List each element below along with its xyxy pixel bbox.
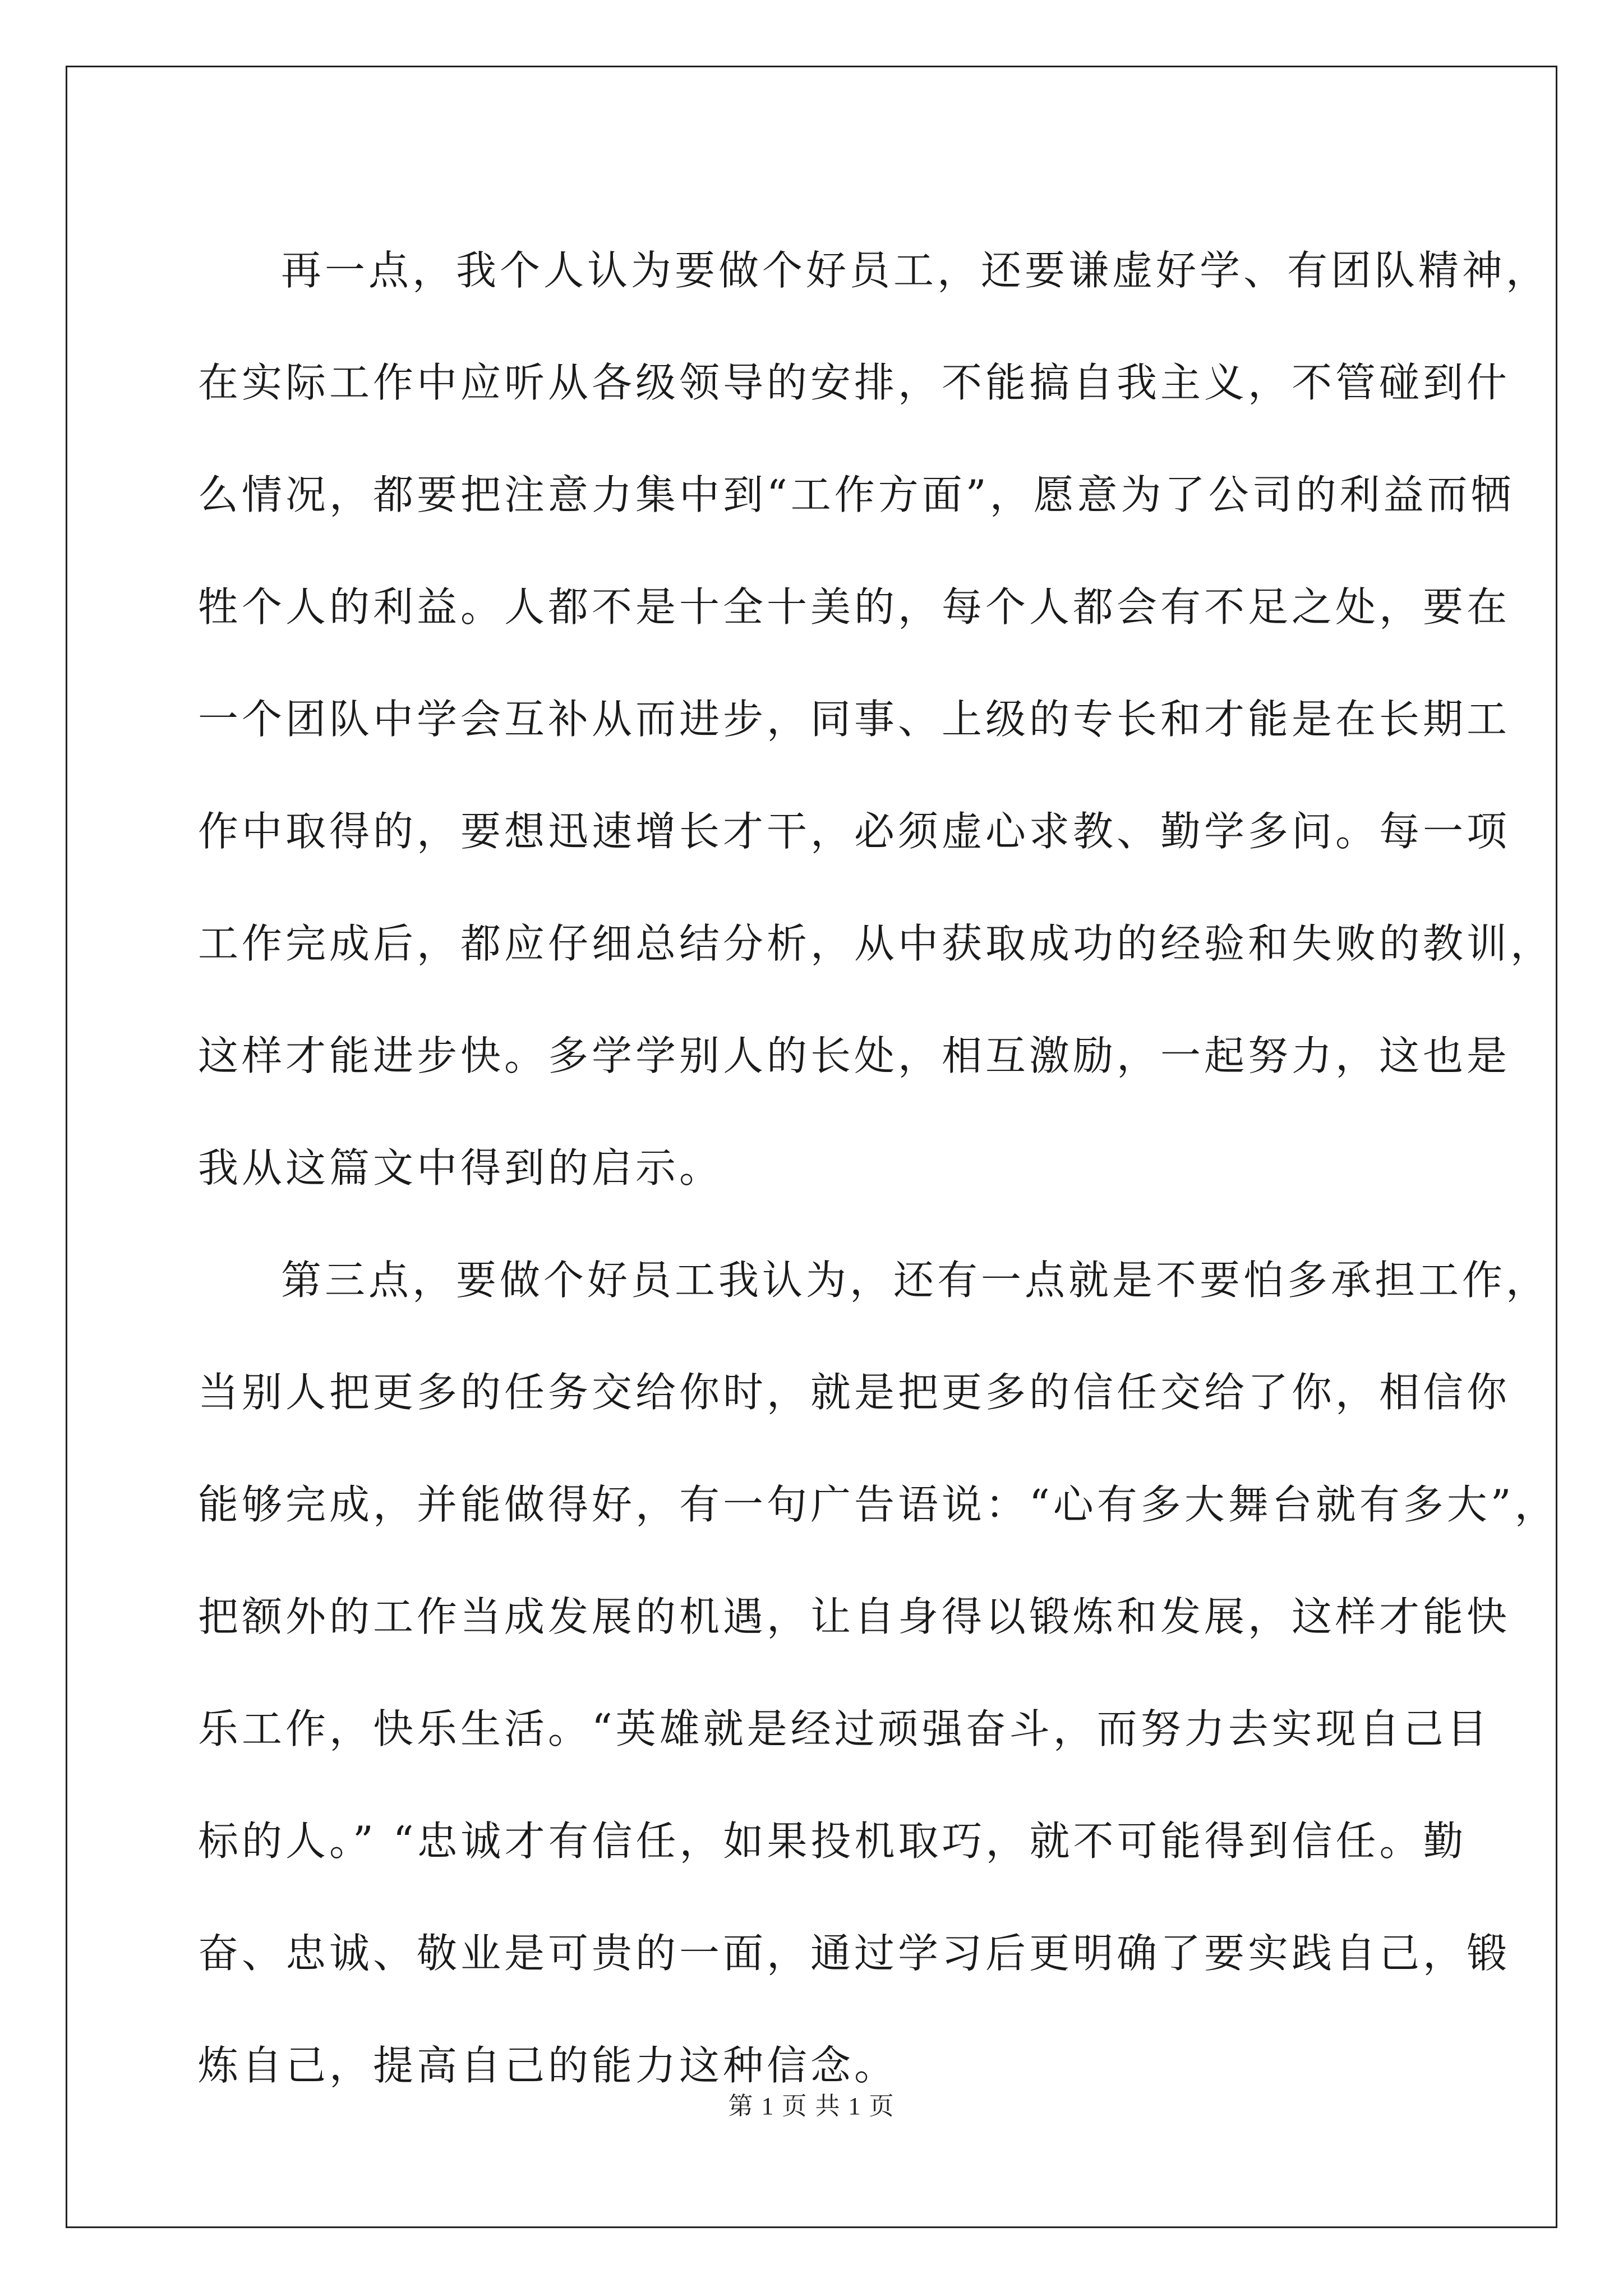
paragraph-2-line-4: 把额外的工作当成发展的机遇，让自身得以锻炼和发展，这样才能快	[198, 1593, 1511, 1640]
paragraph-2-line-5: 乐工作，快乐生活。“英雄就是经过顽强奋斗，而努力去实现自己目	[198, 1705, 1491, 1752]
paragraph-1-line-2: 在实际工作中应听从各级领导的安排，不能搞自我主义，不管碰到什	[198, 359, 1511, 406]
paragraph-1-line-4: 牲个人的利益。人都不是十全十美的，每个人都会有不足之处，要在	[198, 583, 1511, 631]
paragraph-1-line-9: 我从这篇文中得到的启示。	[198, 1144, 723, 1191]
paragraph-1-line-6: 作中取得的，要想迅速增长才干，必须虚心求教、勤学多问。每一项	[198, 808, 1511, 855]
paragraph-2-line-1: 第三点，要做个好员工我认为，还有一点就是不要怕多承担工作，	[281, 1257, 1550, 1304]
paragraph-2-line-2: 当别人把更多的任务交给你时，就是把更多的信任交给了你，相信你	[198, 1369, 1511, 1416]
document-body	[198, 214, 1559, 2122]
paragraph-1-line-8: 这样才能进步快。多学学别人的长处，相互激励，一起努力，这也是	[198, 1032, 1511, 1079]
page-number-footer: 第 1 页 共 1 页	[728, 2092, 895, 2120]
paragraph-2-line-8: 炼自己，提高自己的能力这种信念。	[198, 2042, 898, 2089]
paragraph-2-line-6: 标的人。” “忠诚才有信任，如果投机取巧，就不可能得到信任。勤	[198, 1818, 1467, 1865]
paragraph-1-line-1: 再一点，我个人认为要做个好员工，还要谦虚好学、有团队精神，	[281, 247, 1550, 294]
paragraph-2-line-3: 能够完成，并能做得好，有一句广告语说：“心有多大舞台就有多大”，	[198, 1481, 1559, 1528]
paragraph-1-line-3: 么情况，都要把注意力集中到“工作方面”，愿意为了公司的利益而牺	[198, 471, 1515, 518]
paragraph-1-line-7: 工作完成后，都应仔细总结分析，从中获取成功的经验和失败的教训，	[198, 920, 1555, 967]
paragraph-2-line-7: 奋、忠诚、敬业是可贵的一面，通过学习后更明确了要实践自己，锻	[198, 1930, 1511, 1977]
paragraph-1-line-5: 一个团队中学会互补从而进步，同事、上级的专长和才能是在长期工	[198, 696, 1511, 743]
